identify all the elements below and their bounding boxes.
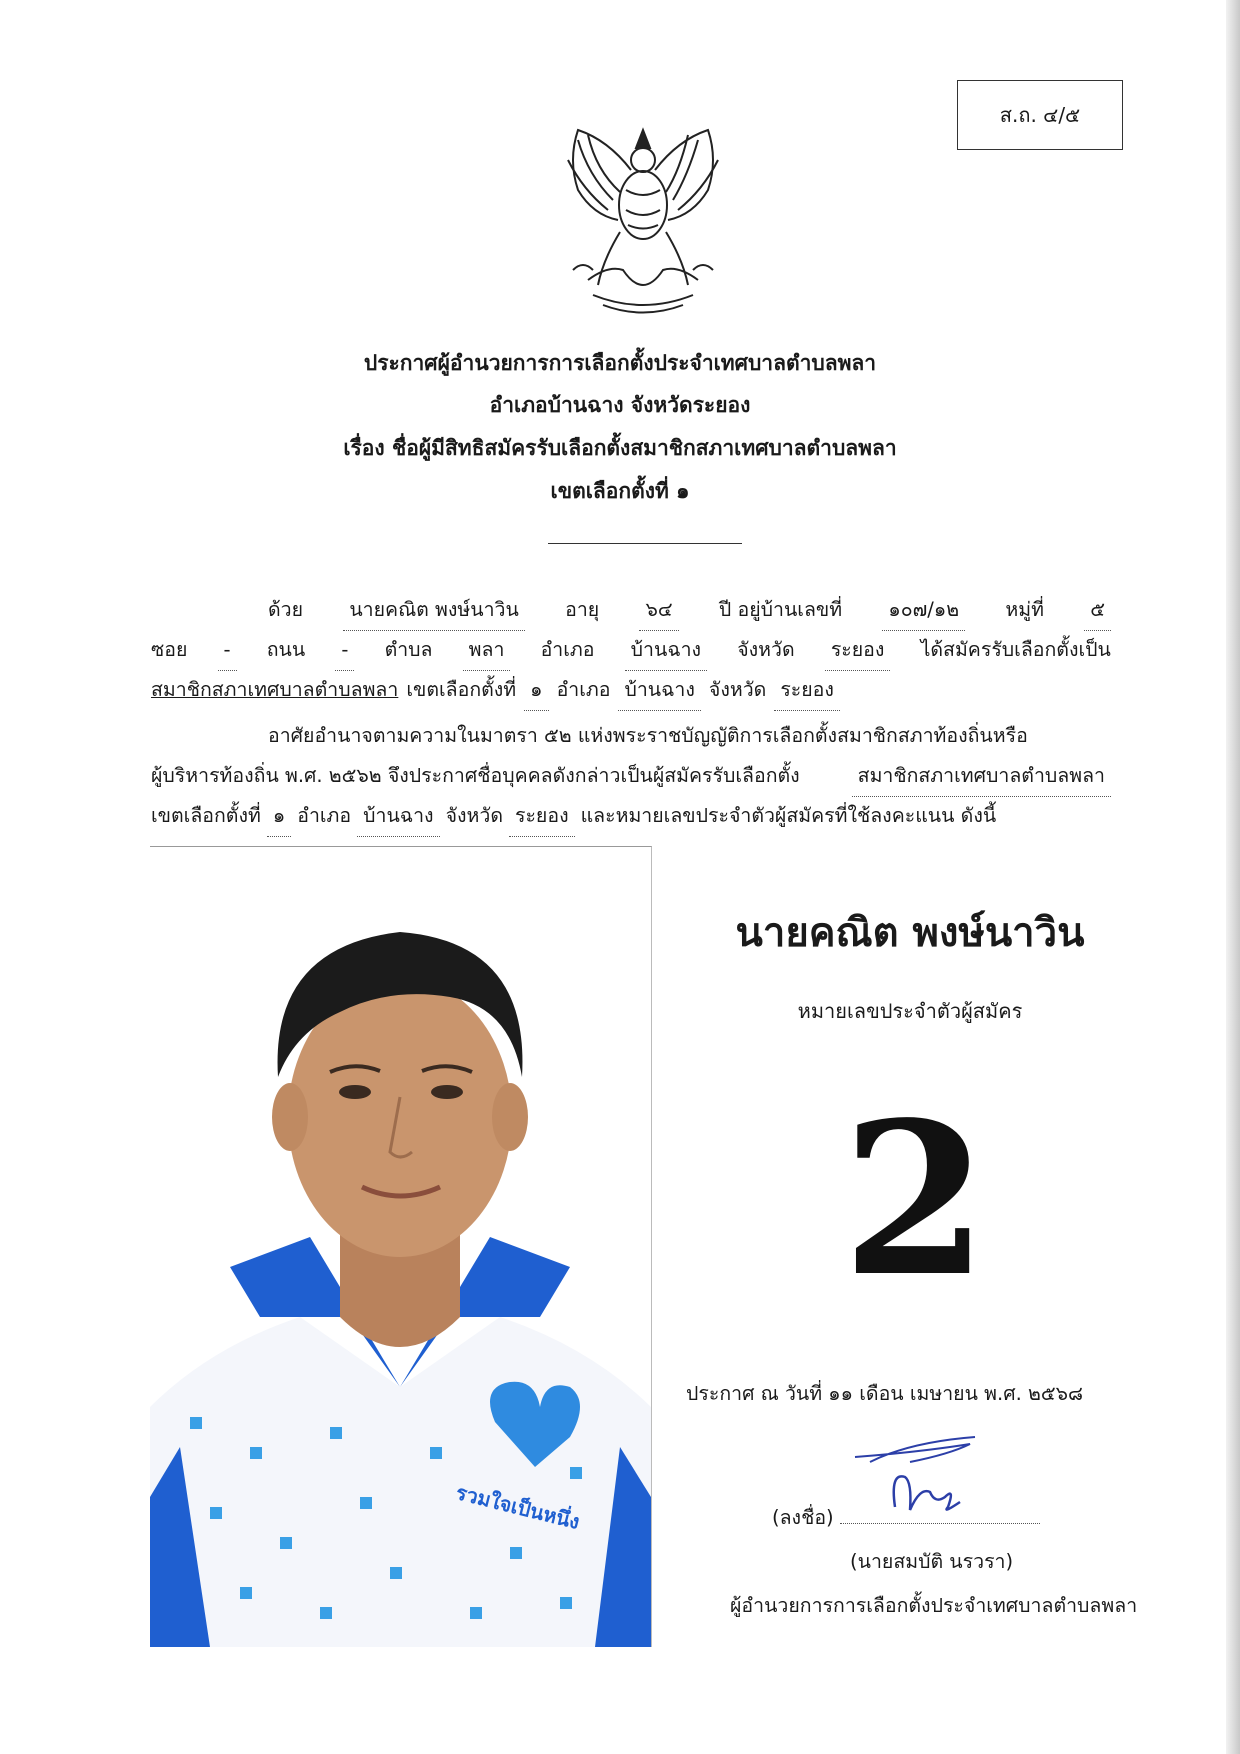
text-label: อำเภอ <box>297 804 352 827</box>
form-code-box <box>957 80 1123 150</box>
province-2: ระยอง <box>774 670 840 711</box>
paragraph-applicant <box>151 590 1111 710</box>
candidate-number-label: หมายเลขประจำตัวผู้สมัคร <box>797 999 1023 1023</box>
tambon: พลา <box>463 630 511 671</box>
text-label: เขตเลือกตั้งที่ <box>406 678 517 701</box>
shirt-logo-text: รวมใจเป็นหนึ่ง <box>453 1480 583 1535</box>
text-label: อำเภอ <box>556 678 611 701</box>
authority-line-2: ผู้บริหารท้องถิ่น พ.ศ. ๒๕๖๒ จึงประกาศชื่อบุคคลดังกล่าวเป็นผู้สมัครรับเลือกตั้ง <box>151 764 800 787</box>
header-line-2: อำเภอบ้านฉาง จังหวัดระยอง <box>489 393 751 417</box>
amphoe-2: บ้านฉาง <box>618 670 700 711</box>
header-district: เขตเลือกตั้งที่ ๑ <box>550 479 690 503</box>
header-subject: เรื่อง ชื่อผู้มีสิทธิสมัครรับเลือกตั้งสมาชิกสภาเทศบาลตำบลพลา <box>343 436 897 460</box>
text-label: พ.ศ. <box>984 1382 1022 1405</box>
candidate-photo <box>150 846 652 1647</box>
authority-line-1: อาศัยอำนาจตามความในมาตรา ๕๒ แห่งพระราชบัญญัติการเลือกตั้งสมาชิกสภาท้องถิ่นหรือ <box>268 724 1028 747</box>
header-divider <box>548 543 742 544</box>
garuda-emblem-icon <box>548 120 738 320</box>
text-label: ตำบล <box>384 638 433 661</box>
text-label: จังหวัด <box>708 678 767 701</box>
road: - <box>335 630 354 671</box>
candidate-number: 2 <box>841 1076 989 1323</box>
text-label: เขตเลือกตั้งที่ <box>151 804 261 827</box>
amphoe: บ้านฉาง <box>625 630 707 671</box>
province-3: ระยอง <box>509 796 575 837</box>
text-label: จังหวัด <box>737 638 795 661</box>
paragraph-authority <box>151 716 1111 836</box>
date-year: ๒๕๖๘ <box>1027 1382 1084 1405</box>
applicant-age: ๖๔ <box>639 590 678 631</box>
amphoe-3: บ้านฉาง <box>357 796 439 837</box>
text-label: หมู่ที่ <box>1005 598 1044 621</box>
province: ระยอง <box>825 630 891 671</box>
page-edge-shadow <box>1226 0 1240 1754</box>
position: สมาชิกสภาเทศบาลตำบลพลา <box>151 678 399 701</box>
candidate-name: นายคณิต พงษ์นาวิน <box>735 910 1085 956</box>
district: ๑ <box>524 670 548 711</box>
signer-title: ผู้อำนวยการการเลือกตั้งประจำเทศบาลตำบลพลา <box>730 1594 1138 1617</box>
date-prefix: ประกาศ ณ วันที่ <box>686 1382 823 1405</box>
signer-name: (นายสมบัติ นรวรา) <box>850 1550 1014 1573</box>
text-label: อายุ <box>565 598 600 621</box>
signature-dots <box>840 1523 1040 1524</box>
applicant-name: นายคณิต พงษ์นาวิน <box>343 590 525 631</box>
text-label: ถนน <box>266 638 306 661</box>
date-month: เมษายน <box>909 1382 978 1405</box>
sign-label: (ลงชื่อ) <box>772 1506 834 1529</box>
text-label: ปี อยู่บ้านเลขที่ <box>718 598 843 621</box>
soi: - <box>218 630 237 671</box>
announcement-date <box>686 1378 1083 1409</box>
signature-line <box>772 1502 1040 1533</box>
date-day: ๑๑ <box>828 1382 854 1405</box>
header-line-1: ประกาศผู้อำนวยการการเลือกตั้งประจำเทศบาลตำบลพลา <box>363 351 877 375</box>
text-label: อำเภอ <box>540 638 595 661</box>
text-label: ด้วย <box>268 598 304 621</box>
authority-tail: และหมายเลขประจำตัวผู้สมัครที่ใช้ลงคะแนน ดังนี้ <box>580 804 997 827</box>
form-code: ส.ถ. ๔/๕ <box>999 103 1081 127</box>
house-number: ๑๐๗/๑๒ <box>882 590 965 631</box>
position-2: สมาชิกสภาเทศบาลตำบลพลา <box>852 756 1111 797</box>
moo-number: ๕ <box>1084 590 1111 631</box>
district-2: ๑ <box>267 796 291 837</box>
text-label: ได้สมัครรับเลือกตั้งเป็น <box>920 638 1111 661</box>
text-label: จังหวัด <box>445 804 503 827</box>
text-label: ซอย <box>151 638 188 661</box>
text-label: เดือน <box>859 1382 904 1405</box>
